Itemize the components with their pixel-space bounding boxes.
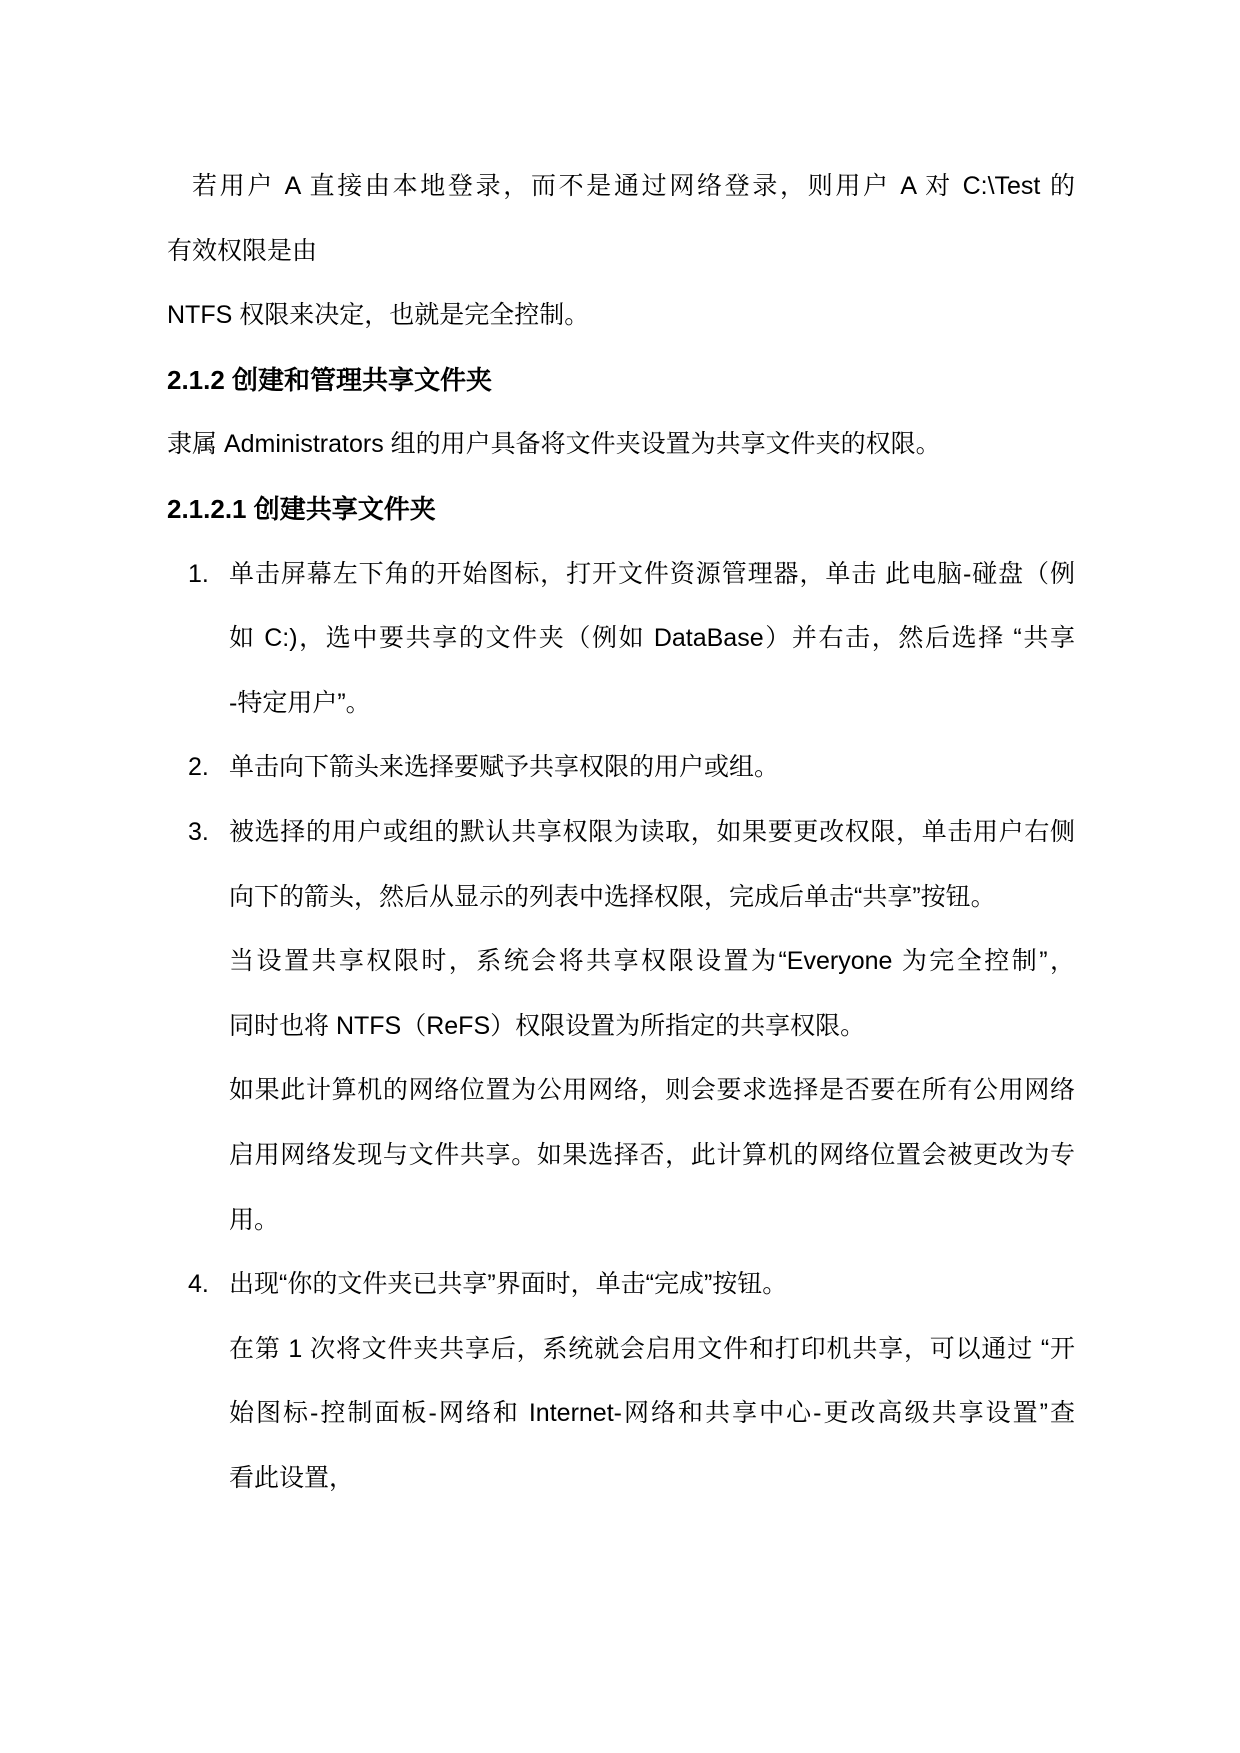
list-item-text: 始图标-控制面板-网络和 Internet-网络和共享中心-更改高级共享设置”查 <box>229 1399 1075 1428</box>
list-item-4-line-3 <box>167 1381 1075 1446</box>
list-item-3-line-3 <box>167 929 1075 994</box>
heading-text: 2.1.2 创建和管理共享文件夹 <box>167 364 493 395</box>
list-item-text: 如 C:)，选中要共享的文件夹（例如 DataBase）并右击，然后选择 “共享 <box>229 624 1075 653</box>
list-item-text: 出现“你的文件夹已共享”界面时，单击“完成”按钮。 <box>229 1270 788 1299</box>
list-item-4-line-2 <box>167 1317 1075 1382</box>
list-item-text: 向下的箭头，然后从显示的列表中选择权限，完成后单击“共享”按钮。 <box>229 882 996 911</box>
paragraph-intro-line-2 <box>167 219 1075 284</box>
list-item-3-line-5 <box>167 1058 1075 1123</box>
list-item-1-line-2 <box>167 606 1075 671</box>
list-item-text: 单击屏幕左下角的开始图标，打开文件资源管理器，单击 此电脑-碰盘（例 <box>229 559 1075 588</box>
list-item-3-line-2 <box>167 865 1075 930</box>
list-number: 2. <box>188 753 209 782</box>
document-body <box>167 154 1075 1510</box>
list-number: 3. <box>188 817 209 846</box>
list-item-text: -特定用户”。 <box>229 688 371 717</box>
section-heading-2-1-2 <box>167 348 1075 413</box>
list-item-text: 启用网络发现与文件共享。如果选择否，此计算机的网络位置会被更改为专 <box>229 1140 1075 1169</box>
list-item-3-line-4 <box>167 994 1075 1059</box>
paragraph-text: 隶属 Administrators 组的用户具备将文件夹设置为共享文件夹的权限。 <box>167 430 941 459</box>
list-item-text: 同时也将 NTFS（ReFS）权限设置为所指定的共享权限。 <box>229 1011 866 1040</box>
list-item-1-line-1 <box>167 542 1075 607</box>
list-item-text: 单击向下箭头来选择要赋予共享权限的用户或组。 <box>229 753 780 782</box>
list-item-3-line-1 <box>167 800 1075 865</box>
list-item-text: 看此设置， <box>229 1463 355 1492</box>
list-item-4-line-1 <box>167 1252 1075 1317</box>
list-item-text: 被选择的用户或组的默认共享权限为读取，如果要更改权限，单击用户右侧 <box>229 817 1075 846</box>
list-item-text: 用。 <box>229 1205 280 1234</box>
list-item-text: 当设置共享权限时，系统会将共享权限设置为“Everyone 为完全控制”， <box>229 947 1075 976</box>
paragraph-text: NTFS 权限来决定，也就是完全控制。 <box>167 301 590 330</box>
list-item-2 <box>167 735 1075 800</box>
list-item-1-line-3 <box>167 671 1075 736</box>
paragraph-intro-line-3 <box>167 283 1075 348</box>
list-item-4-line-4 <box>167 1446 1075 1511</box>
list-item-3-line-7 <box>167 1188 1075 1253</box>
list-item-text: 如果此计算机的网络位置为公用网络，则会要求选择是否要在所有公用网络 <box>229 1076 1075 1105</box>
paragraph-text: 若用户 A 直接由本地登录，而不是通过网络登录，则用户 A 对 C:\Test 的 <box>192 172 1075 200</box>
paragraph-intro-line-1 <box>167 154 1075 219</box>
list-number: 1. <box>188 559 209 588</box>
list-item-text: 在第 1 次将文件夹共享后，系统就会启用文件和打印机共享，可以通过 “开 <box>229 1334 1075 1363</box>
list-item-3-line-6 <box>167 1123 1075 1188</box>
heading-text: 2.1.2.1 创建共享文件夹 <box>167 493 436 524</box>
section-heading-2-1-2-1 <box>167 477 1075 542</box>
paragraph-text: 有效权限是由 <box>167 236 318 265</box>
list-number: 4. <box>188 1270 209 1299</box>
paragraph-admins <box>167 412 1075 477</box>
